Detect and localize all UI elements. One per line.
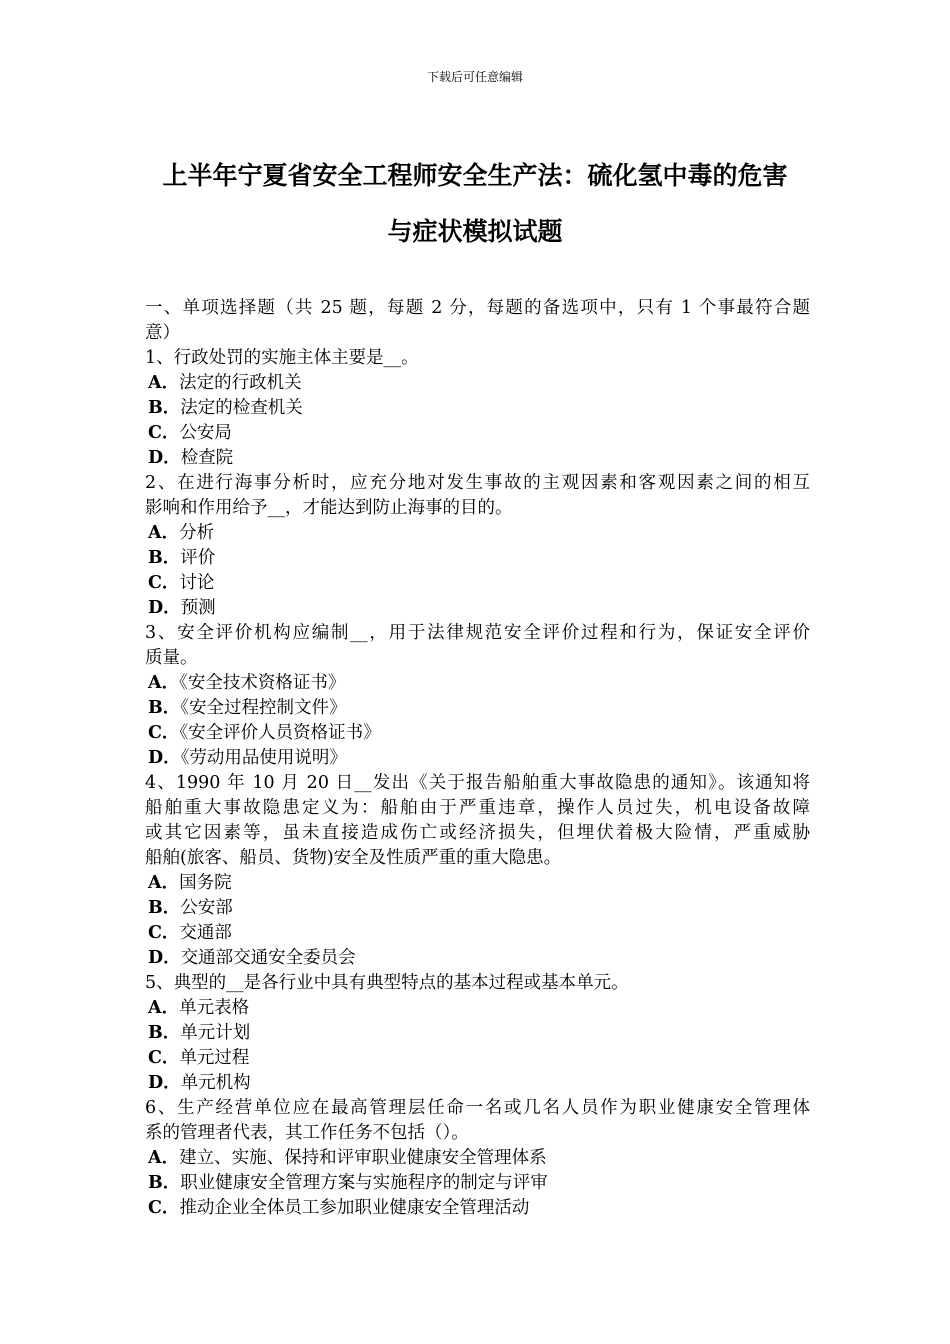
question-text-line: 2、在进行海事分析时，应充分地对发生事故的主观因素和客观因素之间的相互 [145,473,810,493]
answer-option [145,671,810,696]
question-2 [145,471,810,621]
answer-option [145,371,810,396]
option-letter: A． [148,1148,180,1168]
answer-option [145,1046,810,1071]
question-text-line: 或其它因素等，虽未直接造成伤亡或经济损失，但埋伏着极大险情，严重威胁 [145,823,810,843]
option-letter: C． [148,1198,180,1218]
option-letter: C． [148,723,180,743]
option-text: 单元机构 [180,1073,251,1093]
question-text-line: 船舶(旅客、船员、货物)安全及性质严重的重大隐患。 [145,848,562,868]
question-list [145,346,810,1221]
option-letter: A． [148,373,180,393]
option-letter: B． [148,1173,181,1193]
answer-option [145,996,810,1021]
answer-option [145,1146,810,1171]
option-text: 公安局 [179,423,232,443]
question-6 [145,1096,810,1221]
option-letter: B． [148,698,181,718]
option-text: 国务院 [179,873,232,893]
question-5 [145,971,810,1096]
option-letter: B． [148,898,181,918]
document-body [145,296,810,1221]
option-text: 单元表格 [179,998,250,1018]
option-letter: B． [148,548,181,568]
option-text: 职业健康安全管理方案与实施程序的制定与评审 [180,1173,548,1193]
title-line-1: 上半年宁夏省安全工程师安全生产法：硫化氢中毒的危害 [162,161,788,190]
option-letter: A． [148,873,180,893]
answer-option [145,921,810,946]
answer-option [145,946,810,971]
answer-option [145,446,810,471]
question-1 [145,346,810,471]
question-text-line: 5、典型的__是各行业中具有典型特点的基本过程或基本单元。 [145,973,629,993]
option-letter: C． [148,1048,180,1068]
answer-option [145,421,810,446]
option-letter: C． [148,573,180,593]
answer-option [145,546,810,571]
question-3 [145,621,810,771]
document-title [100,148,850,260]
option-letter: D． [148,948,181,968]
question-text-line: 6、生产经营单位应在最高管理层任命一名或几名人员作为职业健康安全管理体 [145,1098,810,1118]
question-text-line: 3、安全评价机构应编制__，用于法律规范安全评价过程和行为，保证安全评价 [145,623,810,643]
option-text: 评价 [180,548,216,568]
answer-option [145,1071,810,1096]
option-text: 法定的行政机关 [179,373,302,393]
answer-option [145,696,810,721]
question-text-line: 系的管理者代表，其工作任务不包括（）。 [145,1123,469,1143]
option-letter: C． [148,923,180,943]
option-letter: B． [148,398,181,418]
option-text: 《安全过程控制文件》 [180,698,347,718]
option-letter: A． [148,673,180,693]
option-text: 建立、实施、保持和评审职业健康安全管理体系 [179,1148,547,1168]
question-4 [145,771,810,971]
option-letter: A． [148,523,180,543]
question-text-line: 4、1990 年 10 月 20 日__发出《关于报告船舶重大事故隐患的通知》。该通知将 [145,773,810,793]
option-text: 《安全技术资格证书》 [179,673,346,693]
option-letter: B． [148,1023,181,1043]
option-text: 单元计划 [180,1023,251,1043]
option-text: 预测 [180,598,216,618]
option-text: 推动企业全体员工参加职业健康安全管理活动 [179,1198,530,1218]
question-text-line: 船舶重大事故隐患定义为：船舶由于严重违章，操作人员过失，机电设备故障 [145,798,810,818]
option-text: 《安全评价人员资格证书》 [179,723,381,743]
answer-option [145,896,810,921]
option-text: 检查院 [180,448,234,468]
title-line-2: 与症状模拟试题 [387,217,563,246]
option-text: 《劳动用品使用说明》 [180,748,347,768]
option-letter: D． [148,1073,181,1093]
option-letter: D． [148,598,181,618]
option-text: 公安部 [180,898,233,918]
option-letter: D． [148,448,181,468]
answer-option [145,596,810,621]
option-text: 分析 [179,523,215,543]
option-text: 单元过程 [179,1048,250,1068]
answer-option [145,571,810,596]
answer-option [145,521,810,546]
section-heading-line-1: 一、单项选择题（共 25 题，每题 2 分，每题的备选项中，只有 1 个事最符合题 [145,298,810,318]
option-text: 交通部交通安全委员会 [180,948,356,968]
option-letter: D． [148,748,181,768]
question-text-line: 1、行政处罚的实施主体主要是__。 [145,348,419,368]
question-text-line: 影响和作用给予__，才能达到防止海事的目的。 [145,498,513,518]
answer-option [145,871,810,896]
answer-option [145,746,810,771]
answer-option [145,396,810,421]
option-letter: C． [148,423,180,443]
answer-option [145,1021,810,1046]
answer-option [145,721,810,746]
answer-option [145,1171,810,1196]
answer-option [145,1196,810,1221]
option-text: 讨论 [179,573,215,593]
question-text-line: 质量。 [145,648,198,668]
section-heading-line-2: 意） [145,323,180,343]
option-letter: A． [148,998,180,1018]
option-text: 交通部 [179,923,232,943]
option-text: 法定的检查机关 [180,398,303,418]
page-header-note: 下载后可任意编辑 [426,70,523,84]
